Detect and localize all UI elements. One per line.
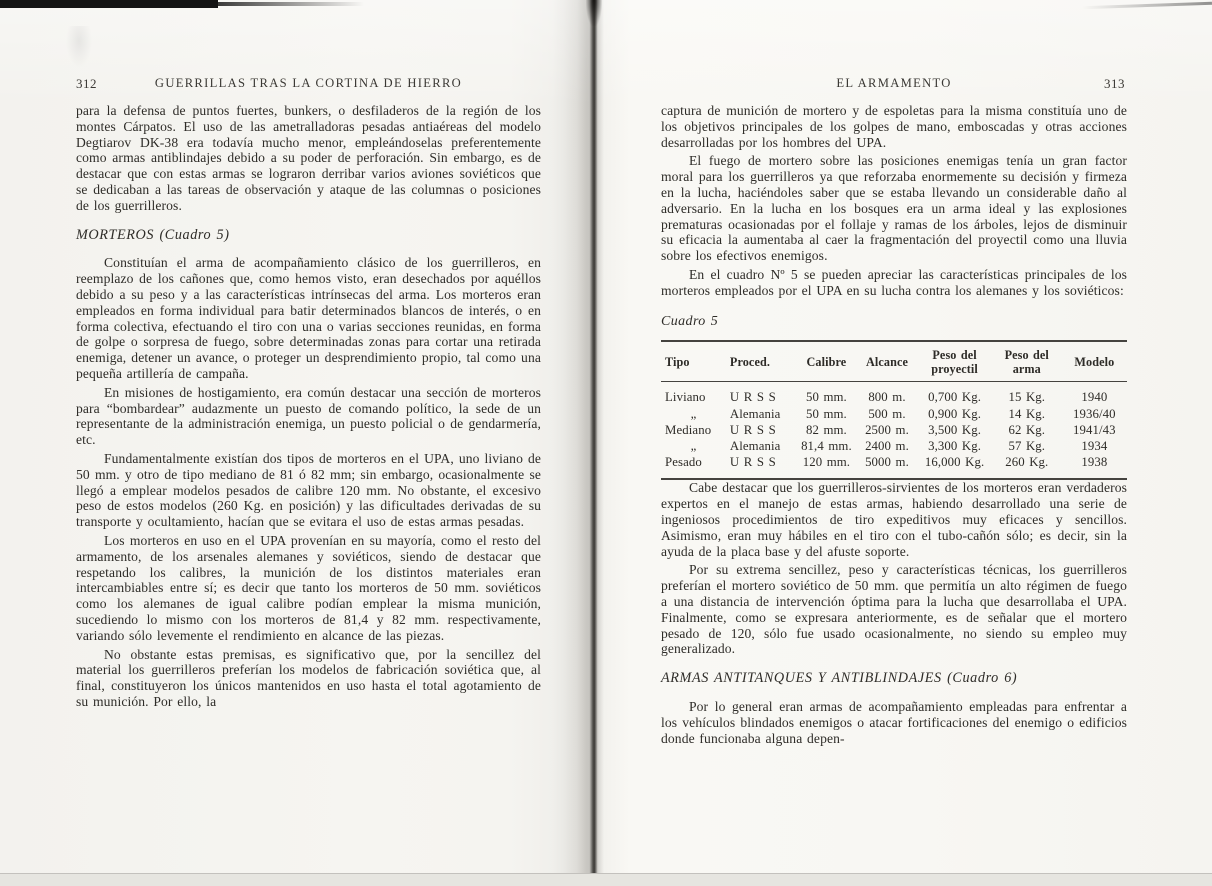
book-spine-top-shadow	[586, 0, 602, 26]
page-bottom-edge	[0, 873, 1212, 886]
table-cell: 1936/40	[1073, 406, 1116, 421]
table-header-cell: Proced.	[724, 341, 796, 382]
page-left	[76, 76, 541, 713]
table-row	[661, 406, 1127, 422]
table-cell: 2400 m.	[865, 438, 909, 453]
table-cell: 3,300 Kg.	[928, 438, 982, 453]
section-heading-armas-antitanques: ARMAS ANTITANQUES Y ANTIBLINDAJES (Cuadro 6)	[661, 670, 1018, 687]
table-cell: U R S S	[729, 422, 776, 437]
scanner-edge-bar	[0, 0, 218, 8]
paragraph: Por su extrema sencillez, peso y características técnicas, los guerrilleros preferían el mortero soviético de 50 mm. que permitía un alto régimen de fuego a una distancia de intervención óptima para la lucha que desarrollaba el UPA. Finalmente, como se expresara anteriormente, es de señalar que el mortero pesado de 120, sólo fue usado ocasionalmente, no siendo su empleo muy generalizado.	[661, 562, 1127, 657]
table-cell: 260 Kg.	[1005, 455, 1049, 470]
table-cell: 2500 m.	[865, 422, 909, 437]
table-cell: 50 mm.	[805, 390, 847, 405]
paragraph: Por lo general eran armas de acompañamiento empleadas para enfrentar a los vehículos blindados enemigos o atacar fortificaciones del enemigo o edificios donde funcionaba alguna depen-	[661, 698, 1127, 746]
table-cell: Alemania	[729, 406, 781, 421]
table-cell: 50 mm.	[805, 406, 847, 421]
table-header-cell: Peso del arma	[992, 341, 1062, 382]
paragraph: Fundamentalmente existían dos tipos de morteros en el UPA, uno liviano de 50 mm. y otro de tipo mediano de 81 ó 82 mm; sin embargo, ocasionalmente se llegó a emplear modelos pesados de calibre 120 mm. No obstante, el excesivo peso de estos modelos (260 Kg. en posición) y las dificultades derivadas de su transporte y ocultamiento, hacían que se evitara el uso de estas armas pesadas.	[76, 450, 541, 530]
table-header-row	[661, 341, 1127, 382]
table-cell: Liviano	[665, 390, 706, 405]
table-cell: 81,4 mm.	[801, 438, 852, 453]
scanner-edge-bar-tail	[214, 2, 364, 6]
table-row	[661, 382, 1127, 406]
mortars-table	[661, 340, 1127, 480]
page-right-body	[661, 103, 1127, 746]
page-right	[661, 76, 1127, 749]
table-cell: 62 Kg.	[1008, 422, 1046, 437]
book-spine-gutter	[552, 0, 604, 885]
table-cell: 57 Kg.	[1008, 438, 1046, 453]
table-header-cell: Peso del proyectil	[917, 341, 992, 382]
table-cell: U R S S	[729, 455, 776, 470]
scanner-hairline-top-right	[1082, 2, 1212, 10]
table-cell: 5000 m.	[865, 455, 909, 470]
paragraph: captura de munición de mortero y de espoletas para la misma constituía uno de los objetivos principales de los golpes de mano, emboscadas y otras acciones desarrolladas por los hombres del UPA.	[661, 103, 1127, 150]
table-cell: Pesado	[665, 455, 702, 470]
paragraph: Cabe destacar que los guerrilleros-sirvientes de los morteros eran verdaderos expertos en el manejo de estas armas, habiendo desarrollado una serie de ingeniosos procedimientos de tiro expeditivos muy eficaces y sencillos. Asimismo, eran muy hábiles en el tiro con el tubo-cañón sólo; es decir, sin la ayuda de la placa base y del afuste soporte.	[661, 480, 1127, 559]
table-header-cell: Tipo	[661, 341, 724, 382]
table-cell: 0,900 Kg.	[928, 406, 982, 421]
table-row	[661, 454, 1127, 479]
paper-smudge	[66, 26, 92, 68]
table-cell: 82 mm.	[805, 422, 847, 437]
table-cell: U R S S	[729, 390, 776, 405]
paragraph: En el cuadro Nº 5 se pueden apreciar las características principales de los morteros empleados por el UPA en su lucha contra los alemanes y los soviéticos:	[661, 266, 1127, 298]
table-cell: 1940	[1081, 390, 1108, 405]
paragraph: Constituían el arma de acompañamiento clásico de los guerrilleros, en reemplazo de los cañones que, como hemos visto, eran desechados por aquéllos debido a su peso y a las características intrínsecas del arma. Los morteros eran empleados en forma individual para batir determinados blancos de interés, o en forma colectiva, efectuando el tiro con una o varias secciones reunidas, en forma de golpe o sorpresa de fuego, sobre determinadas zonas para cortar una retirada enemiga, detener un avance, o proteger un desprendimiento propio, tal como una pequeña artillería de campaña.	[76, 255, 541, 381]
table-cell: 15 Kg.	[1008, 390, 1046, 405]
table-cell: Alemania	[729, 438, 781, 453]
table-cell: Mediano	[665, 422, 712, 437]
table-caption: Cuadro 5	[661, 313, 719, 329]
paragraph: para la defensa de puntos fuertes, bunkers, o desfiladeros de la región de los montes Cárpatos. El uso de las ametralladoras pesadas antiaéreas del modelo Degtiarov DK-38 era todavía mucho menor, empleándoselas preferentemente como armas antiblindajes debido a su poder de perforación. Sin embargo, es de destacar que con estas armas se lograron derribar varios aviones soviéticos que se dedicaban a las tareas de observación y ataque de las columnas o posiciones de los guerrilleros.	[76, 103, 541, 213]
table-cell: 16,000 Kg.	[924, 455, 985, 470]
page-left-body	[76, 103, 541, 710]
table-cell: 3,500 Kg.	[928, 422, 982, 437]
running-title-right: EL ARMAMENTO	[836, 76, 952, 90]
running-header-right	[661, 76, 1127, 94]
page-number-right: 313	[1104, 76, 1125, 91]
table-cell: 120 mm.	[802, 455, 851, 470]
table-cell: 0,700 Kg.	[928, 390, 982, 405]
page-number-left: 312	[76, 76, 97, 91]
table-header-cell: Modelo	[1062, 341, 1127, 382]
table-cell: „	[690, 438, 697, 453]
running-header-left	[76, 76, 541, 94]
table-row	[661, 422, 1127, 438]
paragraph: El fuego de mortero sobre las posiciones enemigas tenía un gran factor moral para los guerrilleros ya que reforzaba enormemente su decisión y firmeza en la lucha, haciéndoles saber que se estaba llevando un considerable daño al adversario. En la lucha en los bosques era un arma ideal y las explosiones prematuras ocasionadas por el follaje y ramas de los árboles, lejos de disminuir su eficacia la aumentaba al caer la fragmentación del proyectil como una lluvia sobre los efectivos enemigos.	[661, 153, 1127, 264]
running-title-left: GUERRILLAS TRAS LA CORTINA DE HIERRO	[154, 76, 463, 90]
table-cell: 1934	[1081, 438, 1108, 453]
table-cell: 1938	[1081, 455, 1108, 470]
table-cell: 800 m.	[868, 390, 906, 405]
table-header-cell: Calibre	[796, 341, 857, 382]
paragraph: Los morteros en uso en el UPA provenían en su mayoría, como el resto del armamento, de los arsenales alemanes y soviéticos, siendo de destacar que respetando los calibres, la munición de los distintos materiales eran intercambiables entre sí; es decir que tanto los morteros de 50 mm. soviéticos como los alemanes de igual calibre podían emplear la misma munición, sucediendo lo mismo con los morteros de 81,4 y 82 mm. respectivamente, variando sólo levemente el rendimiento en alcance de las piezas.	[76, 532, 541, 643]
section-heading-morteros: MORTEROS (Cuadro 5)	[76, 226, 230, 243]
table-cell: 500 m.	[868, 406, 906, 421]
table-row	[661, 438, 1127, 454]
paragraph: No obstante estas premisas, es significativo que, por la sencillez del material los guerrilleros preferían los modelos de fabricación soviética que, al final, constituyeron los únicos mantenidos en uso hasta el total agotamiento de su munición. Por ello, la	[76, 646, 541, 709]
table-cell: 1941/43	[1073, 422, 1116, 437]
table-header-cell: Alcance	[857, 341, 918, 382]
table-cell: „	[690, 406, 697, 421]
paragraph: En misiones de hostigamiento, era común destacar una sección de morteros para “bombardear” audazmente un puesto de comando político, la sede de un representante de la administración enemiga, un puesto policial o de gendarmería, etc.	[76, 384, 541, 448]
table-cell: 14 Kg.	[1008, 406, 1046, 421]
